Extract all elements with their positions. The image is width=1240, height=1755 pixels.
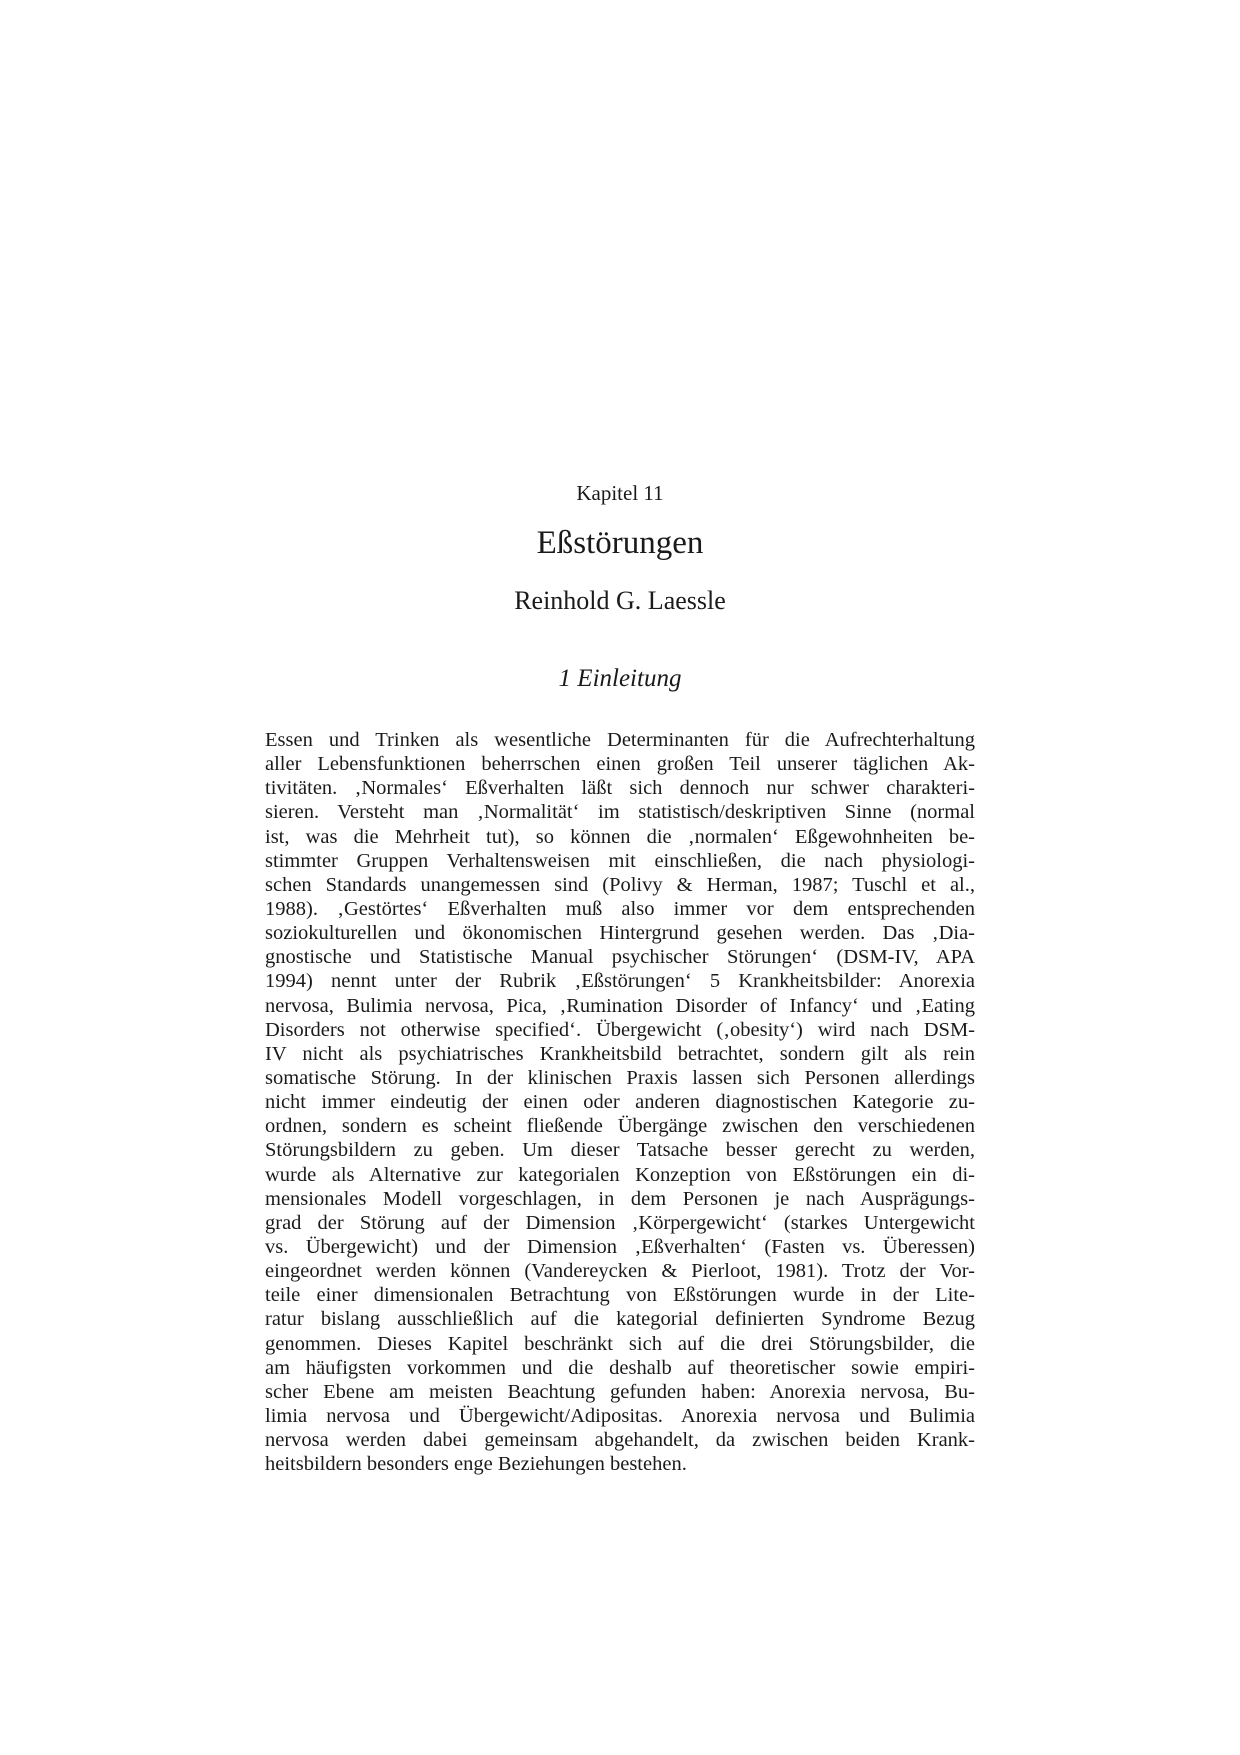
paragraph-line: ordnen, sondern es scheint fließende Übergänge zwischen den verschiedenen bbox=[265, 1115, 975, 1138]
paragraph-line: vs. Übergewicht) und der Dimension ‚Eßverhalten‘ (Fasten vs. Überessen) bbox=[265, 1235, 975, 1258]
paragraph-line: 1994) nennt unter der Rubrik ‚Eßstörungen‘ 5 Krankheitsbilder: Anorexia bbox=[265, 970, 975, 993]
paragraph-line: am häufigsten vorkommen und die deshalb auf theoretischer sowie empiri- bbox=[265, 1356, 975, 1379]
paragraph-line: teile einer dimensionalen Betrachtung von Eßstörungen wurde in der Lite- bbox=[265, 1284, 975, 1307]
paragraph-line: eingeordnet werden können (Vandereycken & Pierloot, 1981). Trotz der Vor- bbox=[265, 1260, 975, 1283]
paragraph-line: Disorders not otherwise specified‘. Übergewicht (‚obesity‘) wird nach DSM- bbox=[265, 1018, 975, 1041]
paragraph-line: Essen und Trinken als wesentliche Determinanten für die Aufrechterhaltung bbox=[265, 729, 975, 751]
paragraph-line: IV nicht als psychiatrisches Krankheitsbild betrachtet, sondern gilt als rein bbox=[265, 1042, 975, 1065]
paragraph-line: nicht immer eindeutig der einen oder anderen diagnostischen Kategorie zu- bbox=[265, 1091, 975, 1114]
paragraph-line: soziokulturellen und ökonomischen Hintergrund gesehen werden. Das ‚Dia- bbox=[265, 922, 975, 945]
paragraph-line: sieren. Versteht man ‚Normalität‘ im statistisch/deskriptiven Sinne (normal bbox=[265, 801, 975, 824]
paragraph-line: somatische Störung. In der klinischen Praxis lassen sich Personen allerdings bbox=[265, 1066, 975, 1089]
paragraph-line: ratur bislang ausschließlich auf die kategorial definierten Syndrome Bezug bbox=[265, 1308, 975, 1331]
paragraph-line: genommen. Dieses Kapitel beschränkt sich auf die drei Störungsbilder, die bbox=[265, 1332, 975, 1355]
body-paragraph bbox=[265, 728, 975, 1476]
paragraph-line: stimmter Gruppen Verhaltensweisen mit einschließen, die nach physiologi- bbox=[265, 849, 975, 872]
paragraph-line: wurde als Alternative zur kategorialen Konzeption von Eßstörungen ein di- bbox=[265, 1163, 975, 1186]
paragraph-line: Störungsbildern zu geben. Um dieser Tatsache besser gerecht zu werden, bbox=[265, 1139, 975, 1162]
paragraph-line: mensionales Modell vorgeschlagen, in dem Personen je nach Ausprägungs- bbox=[265, 1187, 975, 1210]
chapter-title: Eßstörungen bbox=[536, 525, 704, 561]
paragraph-line: ist, was die Mehrheit tut), so können die ‚normalen‘ Eßgewohnheiten be- bbox=[265, 825, 975, 848]
paragraph-line: nervosa, Bulimia nervosa, Pica, ‚Rumination Disorder of Infancy‘ und ‚Eating bbox=[265, 994, 975, 1017]
paragraph-line: nervosa werden dabei gemeinsam abgehandelt, da zwischen beiden Krank- bbox=[265, 1429, 975, 1452]
author-name: Reinhold G. Laessle bbox=[514, 586, 726, 615]
paragraph-line: grad der Störung auf der Dimension ‚Körpergewicht‘ (starkes Untergewicht bbox=[265, 1211, 975, 1234]
paragraph-line: aller Lebensfunktionen beherrschen einen großen Teil unserer täglichen Ak- bbox=[265, 753, 975, 776]
paragraph-line: 1988). ‚Gestörtes‘ Eßverhalten muß also immer vor dem entsprechenden bbox=[265, 897, 975, 920]
paragraph-line: limia nervosa und Übergewicht/Adipositas. Anorexia nervosa und Bulimia bbox=[265, 1404, 975, 1427]
paragraph-line: scher Ebene am meisten Beachtung gefunden haben: Anorexia nervosa, Bu- bbox=[265, 1380, 975, 1403]
chapter-label: Kapitel 11 bbox=[576, 481, 664, 505]
paragraph-line: schen Standards unangemessen sind (Polivy & Herman, 1987; Tuschl et al., bbox=[265, 873, 975, 896]
paragraph-line: heitsbildern besonders enge Beziehungen bestehen. bbox=[265, 1453, 687, 1476]
section-heading: 1 Einleitung bbox=[558, 665, 682, 692]
paragraph-line: gnostische und Statistische Manual psychischer Störungen‘ (DSM-IV, APA bbox=[265, 946, 975, 969]
paragraph-line: tivitäten. ‚Normales‘ Eßverhalten läßt sich dennoch nur schwer charakteri- bbox=[265, 777, 975, 800]
